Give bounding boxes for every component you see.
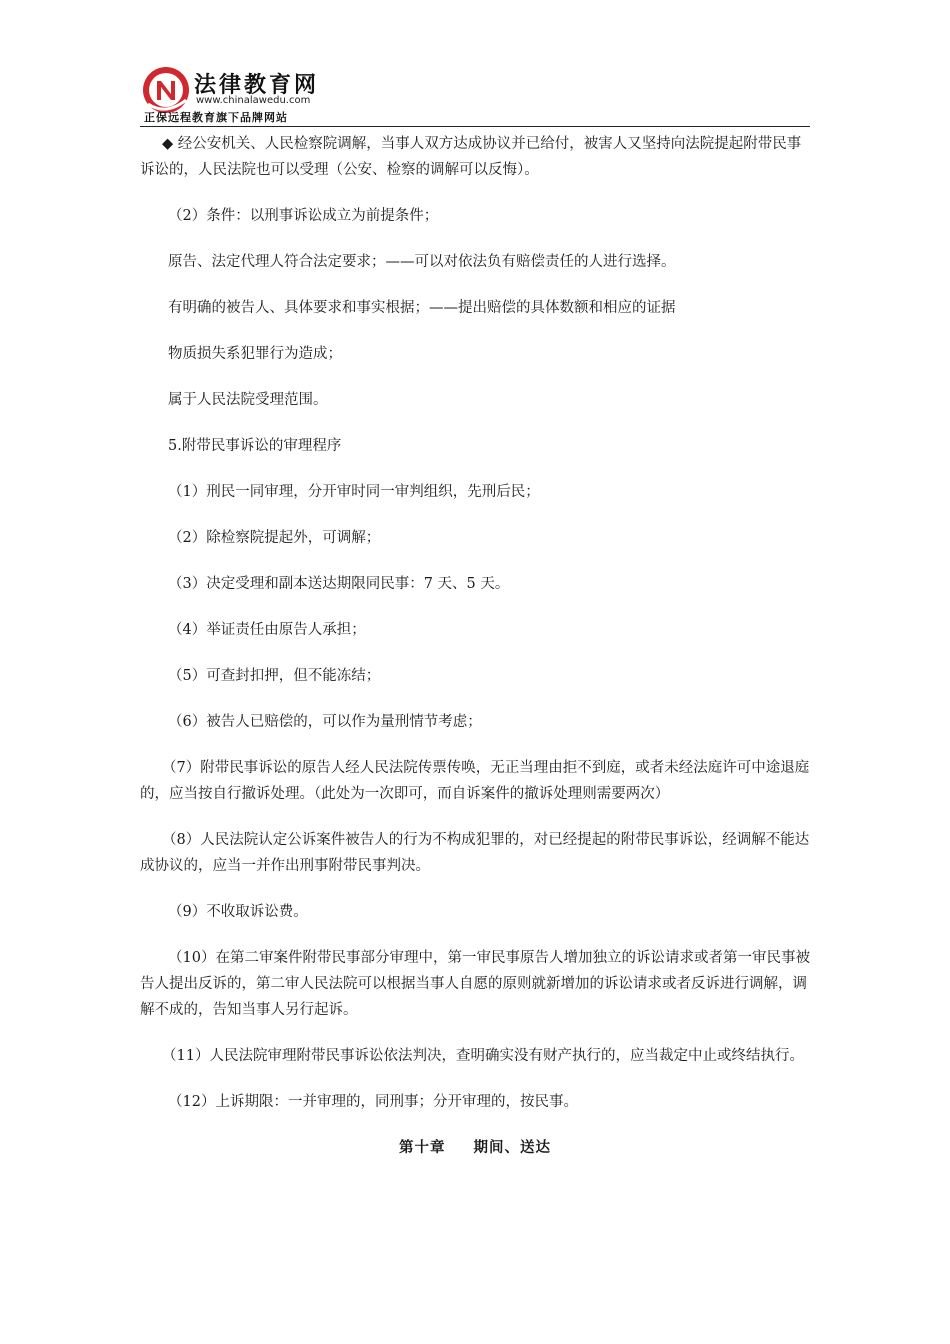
list-item-8: （8）人民法院认定公诉案件被告人的行为不构成犯罪的，对已经提起的附带民事诉讼，经调解不能达成协议的，应当一并作出刑事附带民事判决。	[140, 832, 810, 874]
list-item-3: （3）决定受理和副本送达期限同民事：7 天、5 天。	[168, 576, 510, 592]
brand-name: 法律教育网	[194, 73, 320, 98]
paragraph-plaintiff: 原告、法定代理人符合法定要求；——可以对依法负有赔偿责任的人进行选择。	[168, 254, 676, 270]
list-item-5: （5）可查封扣押，但不能冻结；	[168, 668, 381, 684]
paragraph-mediation-note: ◆ 经公安机关、人民检察院调解，当事人双方达成协议并已给付，被害人又坚持向法院提起附带民事诉讼的，人民法院也可以受理（公安、检察的调解可以反悔）。	[140, 136, 802, 178]
paragraph-loss: 物质损失系犯罪行为造成；	[168, 346, 342, 362]
list-item-12: （12）上诉期限：一并审理的，同刑事；分开审理的，按民事。	[168, 1094, 578, 1110]
page-header	[140, 62, 810, 124]
list-item-2: （2）除检察院提起外，可调解；	[168, 530, 381, 546]
list-item-7: （7）附带民事诉讼的原告人经人民法院传票传唤，无正当理由拒不到庭，或者未经法庭许可中途退庭的，应当按自行撤诉处理。（此处为一次即可，而自诉案件的撤诉处理则需要两次）	[140, 760, 810, 802]
paragraph-jurisdiction: 属于人民法院受理范围。	[168, 392, 328, 408]
paragraph-defendant: 有明确的被告人、具体要求和事实根据；——提出赔偿的具体数额和相应的证据	[168, 300, 676, 316]
list-item-10: （10）在第二审案件附带民事部分审理中，第一审民事原告人增加独立的诉讼请求或者第一审民事被告人提出反诉的，第二审人民法院可以根据当事人自愿的原则就新增加的诉讼请求或者反诉进行调解，调解不成的，告知当事人另行起诉。	[140, 950, 810, 1018]
document-body	[140, 131, 810, 1161]
brand-slogan: 正保远程教育旗下品牌网站	[144, 111, 288, 124]
list-item-11: （11）人民法院审理附带民事诉讼依法判决，查明确实没有财产执行的，应当裁定中止或终结执行。	[162, 1048, 804, 1064]
list-item-1: （1）刑民一同审理，分开审时同一审判组织，先刑后民；	[168, 484, 540, 500]
section-heading-procedure: 5.附带民事诉讼的审理程序	[168, 438, 342, 454]
chapter-heading: 第十章 期间、送达	[398, 1140, 552, 1156]
paragraph-conditions: （2）条件：以刑事诉讼成立为前提条件；	[168, 208, 439, 224]
brand-url: www.chinalawedu.com	[196, 95, 311, 106]
header-divider	[140, 126, 810, 127]
list-item-9: （9）不收取诉讼费。	[168, 904, 308, 920]
list-item-6: （6）被告人已赔偿的，可以作为量刑情节考虑；	[168, 714, 482, 730]
list-item-4: （4）举证责任由原告人承担；	[168, 622, 366, 638]
